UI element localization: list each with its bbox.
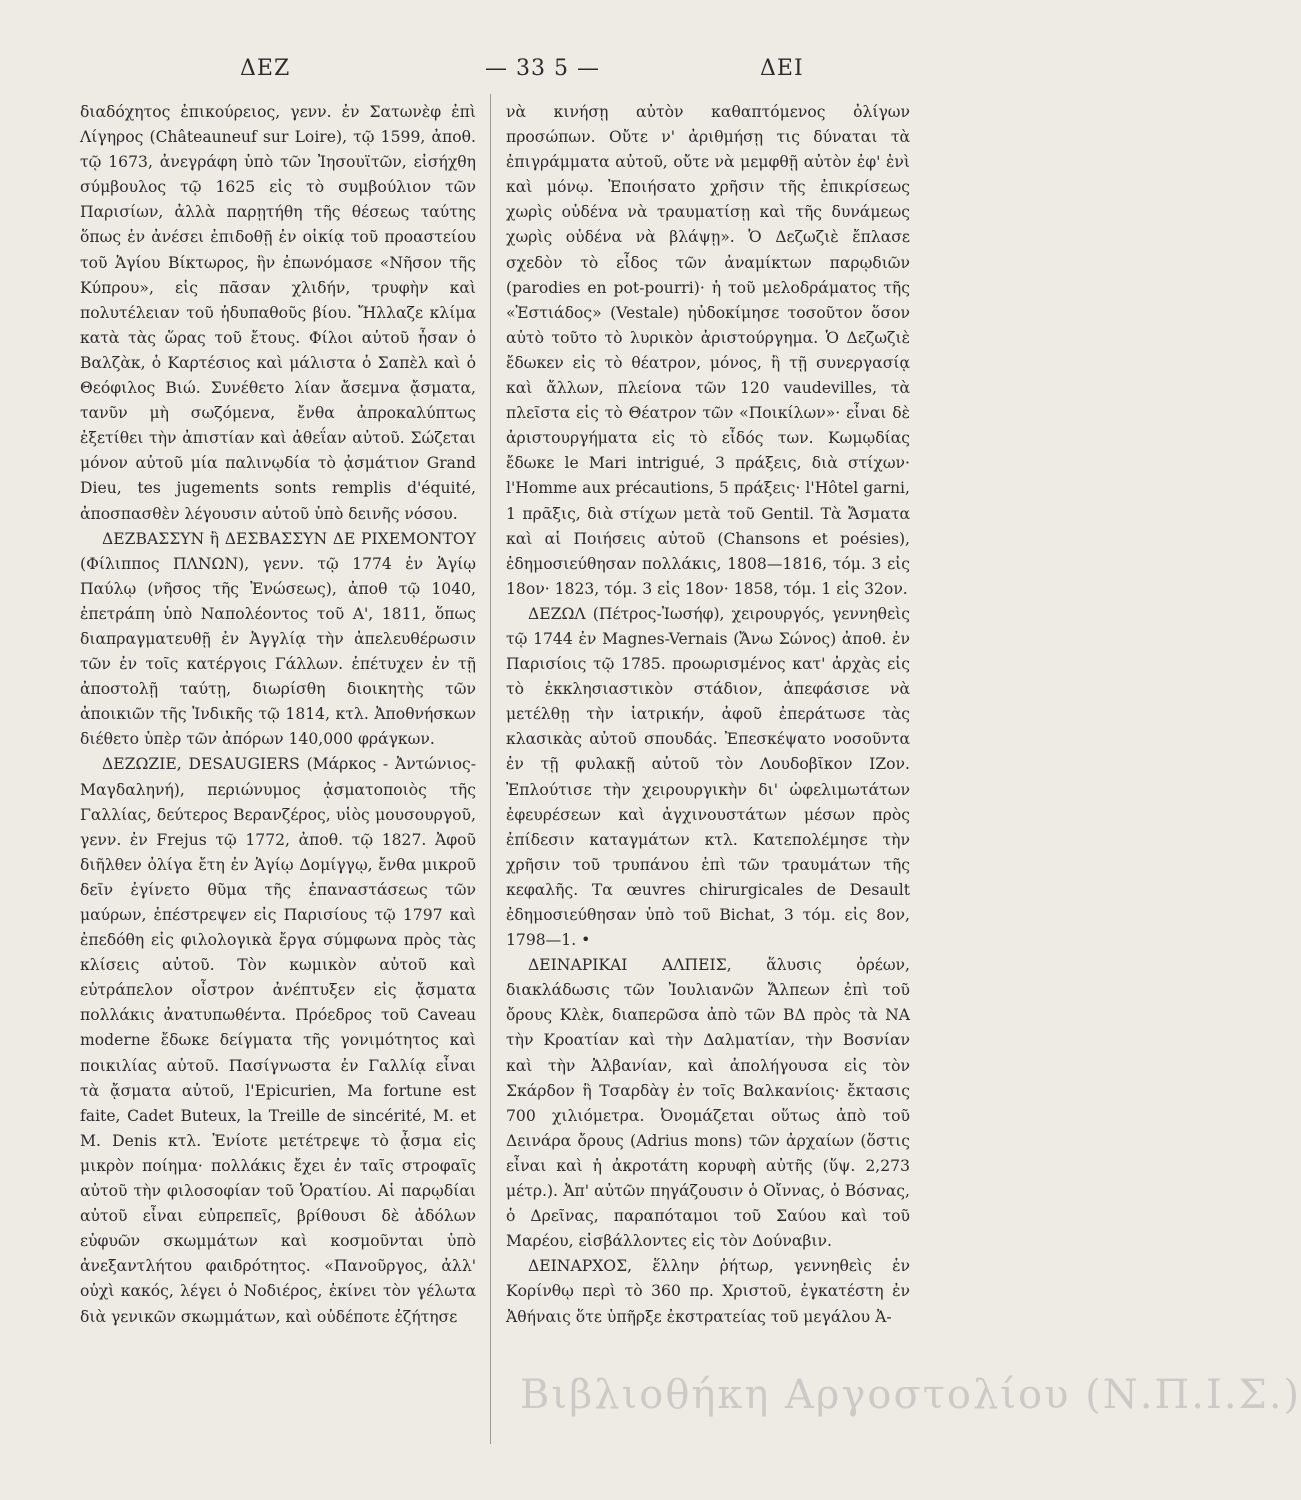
dictionary-entry: ΔΕΖΒΑΣΣΥΝ ἢ ΔΕΣΒΑΣΣΥΝ ΔΕ ΡΙΧΕΜΟΝΤΟΥ (Φίλιππος ΠΛΝΩΝ), γενν. τῷ 1774 ἐν Ἁγίῳ Παύλῳ (νῆσος τῆς Ἑνώσεως), ἀποθ τῷ 1040, ἐπετράπη ὑπὸ Ναπολέοντος τοῦ Α', 1811, ὅπως διαπραγματευθῇ ἐν Ἀγγλίᾳ τὴν ἀπελευθέρωσιν τῶν ἐν τοῖς κατέργοις Γάλλων. ἐπέτυχεν ἐν τῇ ἀποστολῇ ταύτῃ, διωρίσθη διοικητὴς τῶν ἀποικιῶν τῆς Ἰνδικῆς τῷ 1814, κτλ. Ἀποθνήσκων διέθετο ὑπὲρ τῶν ἀπόρων 140,000 φράγκων. <box>80 529 476 749</box>
header-left-keyword: ΔΕΖ <box>240 56 291 81</box>
page-number: — 33 5 — <box>485 56 600 81</box>
dictionary-entry: ΔΕΙΝΑΡΧΟΣ, ἕλλην ῥήτωρ, γεννηθεὶς ἐν Κορίνθῳ περὶ τὸ 360 πρ. Χριστοῦ, ἐγκατέστη ἐν Ἀθήναις ὅτε ὑπῆρξε ἐκστρατείας τοῦ μεγάλου Ἀ- <box>506 1257 910 1326</box>
left-column <box>80 100 476 1330</box>
dictionary-entry: ΔΕΖΩΛ (Πέτρος-Ἰωσήφ), χειρουργός, γεννηθεὶς τῷ 1744 ἐν Magnes-Vernais (Ἄνω Σώνος) ἀποθ. ἐν Παρισίοις τῷ 1785. προωρισμένος κατ' ἀρχὰς εἰς τὸ ἐκκλησιαστικὸν στάδιον, ἀπεφάσισε νὰ μετέλθῃ τὴν ἰατρικήν, ἀφοῦ ἐπεράτωσε τὰς κλασικὰς αὐτοῦ σπουδάς. Ἐπεσκέψατο νοσοῦντα ἐν τῇ φυλακῇ αὐτοῦ τὸν Λουδοβῖκον ΙΖον. Ἐπλούτισε τὴν χειρουργικὴν δι' ὠφελιμωτάτων ἐφευρέσεων καὶ ἀγχινουστάτων μέσων πρὸς ἐπίδεσιν καταγμάτων κτλ. Κατεπολέμησε τὴν χρῆσιν τοῦ τρυπάνου ἐπὶ τῶν τραυμάτων τῆς κεφαλῆς. Τα œuvres chirurgicales de Desault ἐδημοσιεύθησαν ὑπὸ τοῦ Bichat, 3 τόμ. εἰς 8ον, 1798—1. • <box>506 604 910 950</box>
entry-continuation: διαδόχητος ἐπικούρειος, γενν. ἐν Σατωνὲφ ἐπὶ Λίγηρος (Châteauneuf sur Loire), τῷ 1599, ἀποθ. τῷ 1673, ἀνεγράφη ὑπὸ τῶν Ἰησουϊτῶν, εἰσήχθη σύμβουλος τῷ 1625 εἰς τὸ συμβούλιον τῶν Παρισίων, ἀλλὰ παρῃτήθη τῆς θέσεως ταύτης ὅπως ἐν ἀνέσει ἐπιδοθῇ ἐν οἰκίᾳ τοῦ προαστείου τοῦ Ἁγίου Βίκτωρος, ἣν ἐπωνόμασε «Νῆσον τῆς Κύπρου», εἰς πᾶσαν χλιδήν, τρυφὴν καὶ πολυτέλειαν τοῦ ἡδυπαθοῦς βίου. Ἤλλαζε κλίμα κατὰ τὰς ὥρας τοῦ ἔτους. Φίλοι αὐτοῦ ἦσαν ὁ Βαλζὰκ, ὁ Καρτέσιος καὶ μάλιστα ὁ Σαπὲλ καὶ ὁ Θεόφιλος Βιώ. Συνέθετο λίαν ἄσεμνα ᾄσματα, τανῦν μὴ σωζόμενα, ἔνθα ἀπροκαλύπτως ἐξετίθει τὴν ἀπιστίαν καὶ ἀθεΐαν αὐτοῦ. Σώζεται μόνον αὐτοῦ μία παλινῳδία τὸ ᾀσμάτιον Grand Dieu, tes jugements sonts remplis d'équité, ἀποσπασθὲν λέγουσιν αὐτοῦ ὑπὸ δεινῆς νόσου. <box>80 103 476 523</box>
dictionary-entry: ΔΕΙΝΑΡΙΚΑΙ ΑΛΠΕΙΣ, ἅλυσις ὀρέων, διακλάδωσις τῶν Ἰουλιανῶν Ἄλπεων ἐπὶ τοῦ ὄρους Κλὲκ, διαπερῶσα ἀπὸ τῶν ΒΔ πρὸς τὰ ΝΑ τὴν Κροατίαν καὶ τὴν Δαλματίαν, τὴν Βοσνίαν καὶ τὴν Ἀλβανίαν, καὶ ἀπολήγουσα εἰς τὸν Σκάρδον ἢ Τσαρδὰγ ἐν τοῖς Βαλκανίοις· ἔκτασις 700 χιλιόμετρα. Ὀνομάζεται οὕτως ἀπὸ τοῦ Δεινάρα ὄρους (Adrius mons) τῶν ἀρχαίων (ὅστις εἶναι καὶ ἡ ἀκροτάτη κορυφὴ αὐτῆς (ὕψ. 2,273 μέτρ.). Ἀπ' αὐτῶν πηγάζουσιν ὁ Οἴννας, ὁ Βόσνας, ὁ Δρεῖνας, παραπόταμοι τοῦ Σαύου καὶ τοῦ Μαρέου, εἰσβάλλοντες εἰς τὸν Δούναβιν. <box>506 956 910 1251</box>
entry-continuation: νὰ κινήσῃ αὐτὸν καθαπτόμενος ὀλίγων προσώπων. Οὔτε ν' ἀριθμήσῃ τις δύναται τὰ ἐπιγράμματα αὐτοῦ, οὔτε νὰ μεμφθῇ αὐτὸν ἐφ' ἑνὶ καὶ μόνῳ. Ἐποιήσατο χρῆσιν τῆς ἐπικρίσεως χωρὶς οὐδένα νὰ τραυματίσῃ καὶ τῆς δυνάμεως χωρὶς οὐδένα νὰ βλάψῃ». Ὁ Δεζωζιὲ ἔπλασε σχεδὸν τὸ εἶδος τῶν ἀναμίκτων παρῳδιῶν (parodies en pot-pourri)· ἡ τοῦ μελοδράματος τῆς «Ἑστιάδος» (Vestale) ηὐδοκίμησε τοσοῦτον ὅσον αὐτὸ τοῦτο τὸ λυρικὸν ἀριστούργημα. Ὁ Δεζωζιὲ ἔδωκεν εἰς τὸ θέατρον, μόνος, ἢ τῇ συνεργασίᾳ καὶ ἄλλων, πλείονα τῶν 120 vaudevilles, τὰ πλεῖστα εἰς τὸ Θέατρον τῶν «Ποικίλων»· εἶναι δὲ ἀριστουργήματα εἰς τὸ εἶδός των. Κωμῳδίας ἔδωκε le Mari intrigué, 3 πράξεις, διὰ στίχων· l'Homme aux précautions, 5 πράξεις· l'Hôtel garni, 1 πρᾶξις, διὰ στίχων μετὰ τοῦ Gentil. Τὰ Ἄσματα καὶ αἱ Ποιήσεις αὐτοῦ (Chansons et poésies), ἐδημοσιεύθησαν πολλάκις, 1808—1816, τόμ. 3 εἰς 18ον· 1823, τόμ. 3 εἰς 18ον· 1858, τόμ. 1 εἰς 32ον. <box>506 103 910 598</box>
header-right-keyword: ΔΕΙ <box>760 56 804 81</box>
library-watermark: Βιβλιοθήκη Αργοστολίου (Ν.Π.Ι.Σ.) <box>520 1372 1301 1418</box>
dictionary-entry: ΔΕΖΩΖΙΕ, DESAUGIERS (Μάρκος - Ἀντώνιος-Μαγδαληνή), περιώνυμος ᾀσματοποιὸς τῆς Γαλλίας, δεύτερος Βερανζέρος, υἱὸς μουσουργοῦ, γενν. ἐν Frejus τῷ 1772, ἀποθ. τῷ 1827. Ἀφοῦ διῆλθεν ὀλίγα ἔτη ἐν Ἁγίῳ Δομίγγῳ, ἔνθα μικροῦ δεῖν ἐγίνετο θῦμα τῆς ἐπαναστάσεως τῶν μαύρων, ἐπέστρεψεν εἰς Παρισίους τῷ 1797 καὶ ἐπεδόθη εἰς φιλολογικὰ ἔργα σύμφωνα πρὸς τὰς κλίσεις αὐτοῦ. Τὸν κωμικὸν αὐτοῦ καὶ εὐτράπελον οἶστρον ἀνέπτυξεν εἰς ᾄσματα πολλάκις ἀνατυπωθέντα. Πρόεδρος τοῦ Caveau moderne ἔδωκε δείγματα τῆς γονιμότητος καὶ ποικιλίας αὐτοῦ. Πασίγνωστα ἐν Γαλλίᾳ εἶναι τὰ ᾄσματα αὐτοῦ, l'Epicurien, Ma fortune est faite, Cadet Buteux, la Treille de sincérité, M. et M. Denis κτλ. Ἐνίοτε μετέτρεψε τὸ ᾆσμα εἰς μικρὸν ποίημα· πολλάκις ἔχει ἐν ταῖς στροφαῖς αὐτοῦ τὴν φιλοσοφίαν τοῦ Ὁρατίου. Αἱ παρῳδίαι αὐτοῦ εἶναι εὐπρεπεῖς, βρίθουσι δὲ ἀδόλων εὐφυῶν σκωμμάτων καὶ κοσμοῦνται ὑπὸ ἀνεξαντλήτου φαιδρότητος. «Πανοῦργος, ἀλλ' οὐχὶ κακός, λέγει ὁ Νοδιέρος, ἐκίνει τὸν γέλωτα διὰ γενικῶν σκωμμάτων, καὶ οὐδέποτε ἐζήτησε <box>80 755 476 1326</box>
column-divider <box>490 94 491 1444</box>
right-column <box>506 100 910 1330</box>
running-header <box>80 56 940 92</box>
